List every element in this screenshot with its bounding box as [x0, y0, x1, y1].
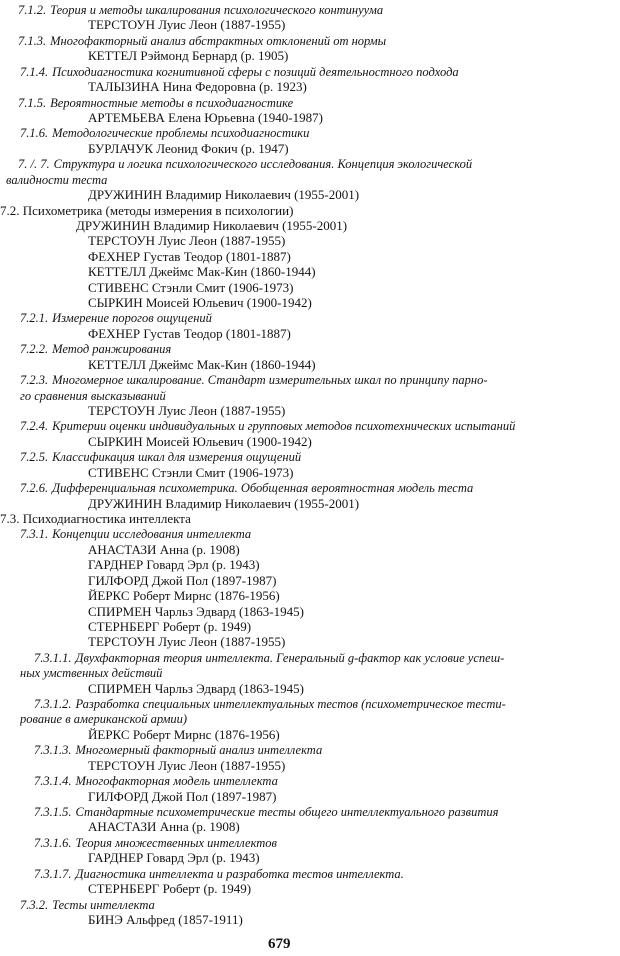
author-entry — [88, 434, 612, 450]
topic-entry — [20, 526, 612, 542]
line-text: Тесты интеллекта — [52, 898, 155, 912]
author-entry — [88, 79, 612, 95]
line-text: КЕТТЕЛ Рэймонд Бернард (р. 1905) — [88, 48, 289, 63]
line-text: го сравнения высказываний — [20, 389, 166, 403]
line-text: ГАРДНЕР Говард Эрл (р. 1943) — [88, 850, 260, 865]
line-text: СТЕРНБЕРГ Роберт (р. 1949) — [88, 619, 252, 634]
topic-number: 7.3.1.6. — [34, 836, 72, 850]
topic-number: 7.3.1.7. — [34, 867, 72, 881]
line-text: Классификация шкал для измерения ощущений — [52, 450, 302, 464]
line-text: СПИРМЕН Чарльз Эдвард (1863-1945) — [88, 604, 304, 619]
author-entry — [88, 465, 612, 481]
line-text: Стандартные психометрические тесты общего интеллектуального развития — [75, 805, 499, 819]
topic-entry — [34, 835, 612, 851]
topic-number: 7.2.5. — [20, 450, 49, 464]
line-text: Многофакторная модель интеллекта — [75, 774, 278, 788]
topic-number: 7.1.2. — [18, 3, 47, 17]
line-text: ТЕРСТОУН Луис Леон (1887-1955) — [88, 758, 286, 773]
author-entry — [88, 727, 612, 743]
line-text: ТЕРСТОУН Луис Леон (1887-1955) — [88, 403, 286, 418]
line-text: БИНЭ Альфред (1857-1911) — [88, 912, 243, 927]
topic-entry — [34, 650, 612, 666]
line-text: Концепции исследования интеллекта — [52, 527, 252, 541]
line-text: СТИВЕНС Стэнли Смит (1906-1973) — [88, 280, 294, 295]
topic-number: 7.3.1.1. — [34, 651, 72, 665]
author-entry — [88, 819, 612, 835]
line-text: ДРУЖИНИН Владимир Николаевич (1955-2001) — [88, 187, 360, 202]
topic-number: 7.1.4. — [20, 65, 49, 79]
line-text: Многомерное шкалирование. Стандарт измерительных шкал по принципу парно- — [52, 373, 488, 387]
topic-entry — [20, 480, 612, 496]
topic-entry — [34, 804, 612, 820]
topic-number: 7.3.1. — [20, 527, 49, 541]
author-entry — [88, 326, 612, 342]
line-text: Диагностика интеллекта и разработка тестов интеллекта. — [75, 867, 404, 881]
author-entry — [88, 912, 612, 928]
topic-number: 7.2.4. — [20, 419, 49, 433]
section-heading — [0, 511, 612, 527]
line-text: Психодиагностика когнитивной сферы с позиций деятельностного подхода — [52, 65, 459, 79]
topic-entry — [34, 866, 612, 882]
line-text: АРТЕМЬЕВА Елена Юрьевна (1940-1987) — [88, 110, 323, 125]
topic-number: 7.2.1. — [20, 311, 49, 325]
topic-number: 7.3.1.3. — [34, 743, 72, 757]
line-text: СТИВЕНС Стэнли Смит (1906-1973) — [88, 465, 294, 480]
author-entry — [88, 758, 612, 774]
author-entry — [88, 280, 612, 296]
author-entry — [88, 357, 612, 373]
line-text: 7.2. Психометрика (методы измерения в психологии) — [0, 203, 294, 218]
author-entry — [88, 619, 612, 635]
line-text: ДРУЖИНИН Владимир Николаевич (1955-2001) — [76, 218, 348, 233]
line-text: СПИРМЕН Чарльз Эдвард (1863-1945) — [88, 681, 304, 696]
author-entry — [88, 850, 612, 866]
author-entry — [88, 634, 612, 650]
topic-entry — [34, 742, 612, 758]
topic-entry — [20, 418, 612, 434]
topic-entry — [20, 310, 612, 326]
author-entry — [88, 295, 612, 311]
author-entry — [88, 542, 612, 558]
topic-number: 7.1.3. — [18, 34, 47, 48]
page-number: 679 — [268, 936, 291, 952]
line-text: ФЕХНЕР Густав Теодор (1801-1887) — [88, 249, 291, 264]
line-text: ных умственных действий — [20, 666, 163, 680]
topic-entry — [20, 897, 612, 913]
line-text: рование в американской армии) — [20, 712, 188, 726]
topic-number: 7. /. 7. — [18, 157, 50, 171]
author-entry — [88, 881, 612, 897]
topic-number: 7.3.1.4. — [34, 774, 72, 788]
line-text: ТЕРСТОУН Луис Леон (1887-1955) — [88, 17, 286, 32]
author-entry — [88, 17, 612, 33]
author-entry — [88, 249, 612, 265]
line-text: ТЕРСТОУН Луис Леон (1887-1955) — [88, 233, 286, 248]
line-text: Разработка специальных интеллектуальных тестов (психометрическое тести- — [75, 697, 506, 711]
line-text: валидности теста — [6, 173, 108, 187]
topic-number: 7.1.5. — [18, 96, 47, 110]
line-text: Методологические проблемы психодиагностики — [52, 126, 310, 140]
line-text: Двухфакторная теория интеллекта. Генеральный g-фактор как условие успеш- — [75, 651, 505, 665]
author-entry — [76, 218, 612, 234]
author-entry — [88, 681, 612, 697]
author-entry — [88, 233, 612, 249]
author-entry — [88, 557, 612, 573]
line-text: ГИЛФОРД Джой Пол (1897-1987) — [88, 789, 277, 804]
line-text: ТАЛЫЗИНА Нина Федоровна (р. 1923) — [88, 79, 307, 94]
author-entry — [88, 141, 612, 157]
author-entry — [88, 789, 612, 805]
topic-entry — [20, 372, 612, 388]
line-text: ФЕХНЕР Густав Теодор (1801-1887) — [88, 326, 291, 341]
topic-entry — [20, 449, 612, 465]
line-text: ЙЕРКС Роберт Мирнс (1876-1956) — [88, 588, 280, 603]
topic-number: 7.2.2. — [20, 342, 49, 356]
line-text: АНАСТАЗИ Анна (р. 1908) — [88, 819, 240, 834]
line-text: Теория и методы шкалирования психологического континуума — [50, 3, 384, 17]
author-entry — [88, 604, 612, 620]
line-text: КЕТТЕЛЛ Джеймс Мак-Кин (1860-1944) — [88, 357, 316, 372]
line-text: Теория множественных интеллектов — [75, 836, 277, 850]
author-entry — [88, 588, 612, 604]
topic-number: 7.3.1.5. — [34, 805, 72, 819]
line-text: ЙЕРКС Роберт Мирнс (1876-1956) — [88, 727, 280, 742]
topic-entry — [20, 125, 612, 141]
line-text: 7.3. Психодиагностика интеллекта — [0, 511, 191, 526]
line-text: Структура и логика психологического исследования. Концепция экологической — [53, 157, 473, 171]
line-text: АНАСТАЗИ Анна (р. 1908) — [88, 542, 240, 557]
topic-number: 7.3.2. — [20, 898, 49, 912]
topic-entry — [34, 696, 612, 712]
topic-number: 7.2.3. — [20, 373, 49, 387]
line-text: Многофакторный анализ абстрактных отклонений от нормы — [50, 34, 387, 48]
topic-entry — [20, 711, 612, 727]
line-text: Измерение порогов ощущений — [52, 311, 212, 325]
author-entry — [88, 573, 612, 589]
line-text: Метод ранжирования — [52, 342, 172, 356]
section-heading — [0, 203, 612, 219]
topic-entry — [20, 64, 612, 80]
line-text: ДРУЖИНИН Владимир Николаевич (1955-2001) — [88, 496, 360, 511]
author-entry — [88, 403, 612, 419]
line-text: СЫРКИН Моисей Юльевич (1900-1942) — [88, 434, 312, 449]
topic-number: 7.3.1.2. — [34, 697, 72, 711]
line-text: ГИЛФОРД Джой Пол (1897-1987) — [88, 573, 277, 588]
line-text: ТЕРСТОУН Луис Леон (1887-1955) — [88, 634, 286, 649]
topic-entry — [18, 95, 612, 111]
line-text: СТЕРНБЕРГ Роберт (р. 1949) — [88, 881, 252, 896]
line-text: Вероятностные методы в психодиагностике — [50, 96, 294, 110]
topic-entry — [18, 33, 612, 49]
topic-entry — [20, 388, 612, 404]
author-entry — [88, 496, 612, 512]
topic-entry — [18, 2, 612, 18]
line-text: ГАРДНЕР Говард Эрл (р. 1943) — [88, 557, 260, 572]
line-text: Многомерный факторный анализ интеллекта — [75, 743, 323, 757]
line-text: КЕТТЕЛЛ Джеймс Мак-Кин (1860-1944) — [88, 264, 316, 279]
line-text: БУРЛАЧУК Леонид Фокич (р. 1947) — [88, 141, 289, 156]
author-entry — [88, 187, 612, 203]
topic-number: 7.1.6. — [20, 126, 49, 140]
topic-entry — [18, 156, 612, 172]
line-text: Дифференциальная психометрика. Обобщенная вероятностная модель теста — [52, 481, 474, 495]
topic-entry — [34, 773, 612, 789]
topic-entry — [20, 341, 612, 357]
line-text: СЫРКИН Моисей Юльевич (1900-1942) — [88, 295, 312, 310]
author-entry — [88, 264, 612, 280]
line-text: Критерии оценки индивидуальных и групповых методов психотехнических испытаний — [52, 419, 516, 433]
author-entry — [88, 110, 612, 126]
topic-number: 7.2.6. — [20, 481, 49, 495]
topic-entry — [6, 172, 612, 188]
author-entry — [88, 48, 612, 64]
topic-entry — [20, 665, 612, 681]
